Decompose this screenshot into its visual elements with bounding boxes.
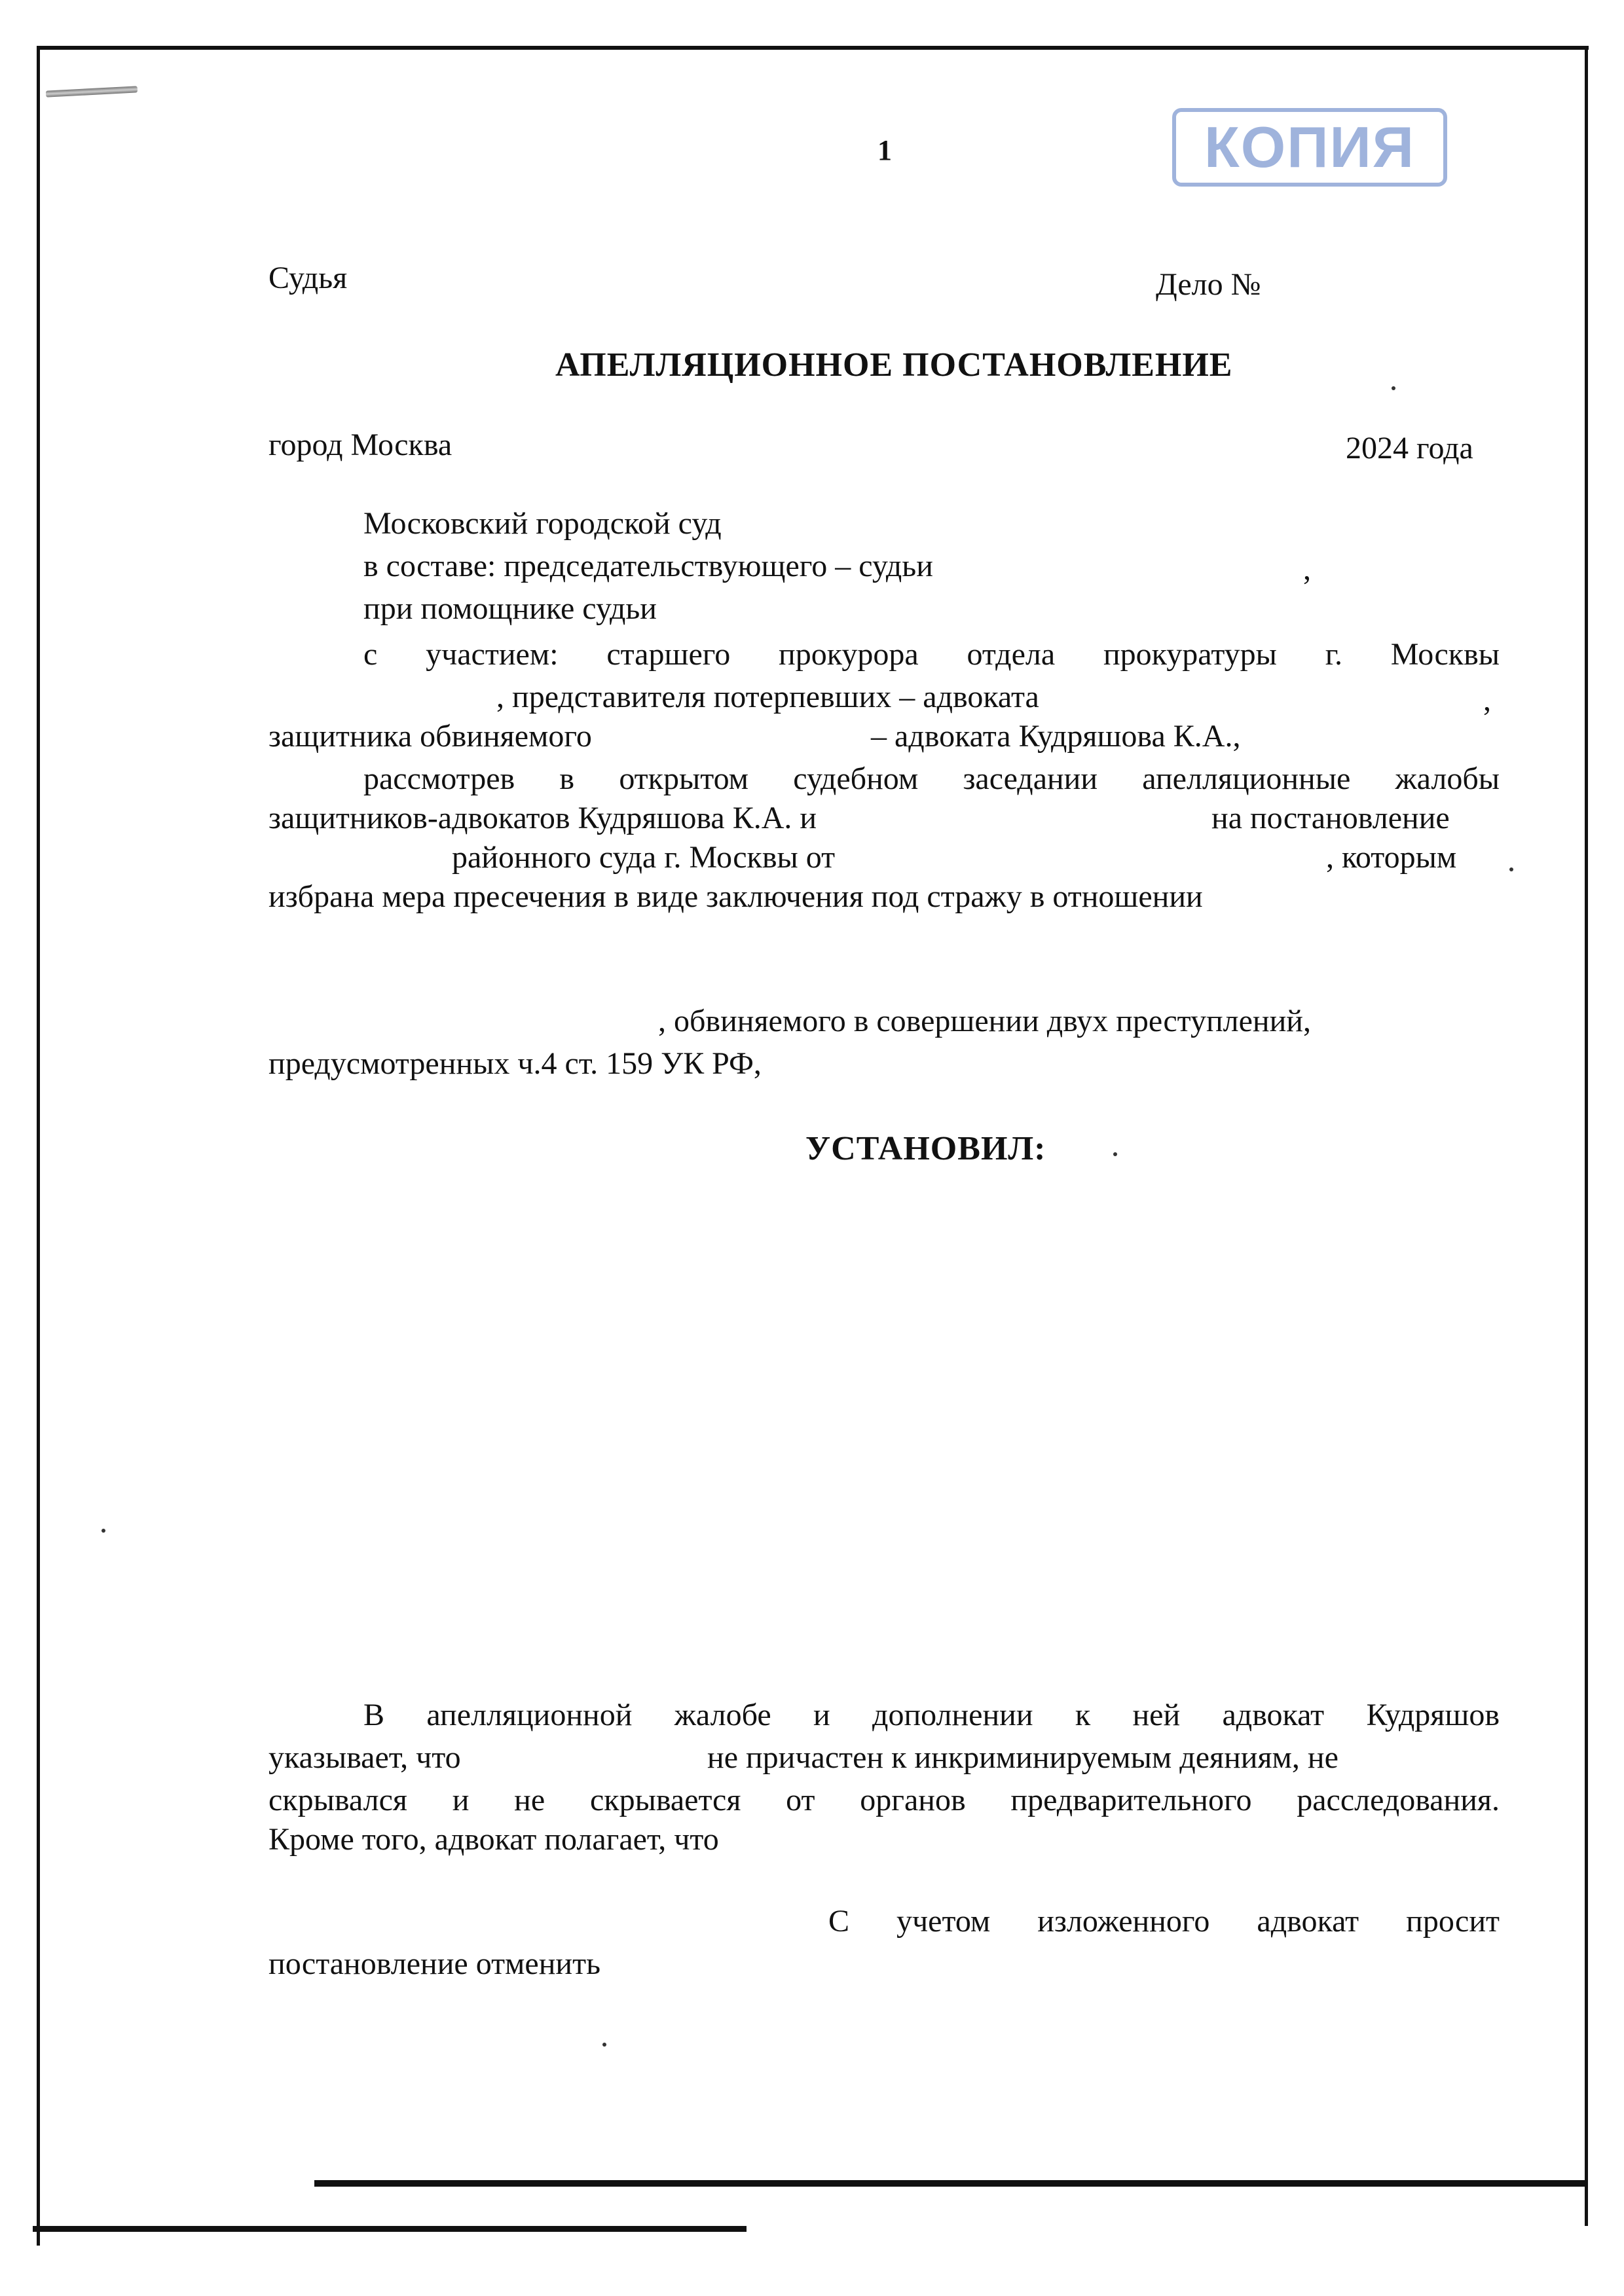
- appeal-paragraph-line: Кроме того, адвокат полагает, что: [268, 1822, 719, 1857]
- appeal-paragraph-line: В апелляционной жалобе и дополнении к ней адвокат Кудряшов: [363, 1698, 1500, 1732]
- scan-border-right: [1585, 46, 1588, 2226]
- defender-label: защитника обвиняемого: [268, 719, 592, 754]
- court-assistant: при помощнике судьи: [363, 591, 657, 626]
- copy-stamp: КОПИЯ: [1172, 108, 1447, 187]
- article-line: предусмотренных ч.4 ст. 159 УК РФ,: [268, 1046, 762, 1081]
- district-court-line: районного суда г. Москвы от: [452, 840, 836, 875]
- section-title: УСТАНОВИЛ:: [805, 1130, 1046, 1167]
- defenders-line: защитников-адвокатов Кудряшова К.А. и: [268, 801, 817, 835]
- appeal-paragraph-line: не причастен к инкриминируемым деяниям, не: [707, 1740, 1338, 1775]
- request-paragraph-line: постановление отменить: [268, 1946, 600, 1981]
- scan-border-top: [37, 46, 1589, 50]
- court-composition: в составе: председательствующего – судьи: [363, 549, 933, 583]
- accused-line: , обвиняемого в совершении двух преступлений,: [658, 1004, 1311, 1038]
- request-paragraph-line: С учетом изложенного адвокат просит: [828, 1904, 1500, 1939]
- appeal-paragraph-line: скрывался и не скрывается от органов предварительного расследования.: [268, 1783, 1500, 1817]
- scan-border-bottom-lower: [33, 2226, 747, 2232]
- staple-mark: [46, 86, 138, 97]
- measure-line: избрана мера пресечения в виде заключения под стражу в отношении: [268, 879, 1203, 914]
- scan-border-bottom: [314, 2180, 1588, 2187]
- page-number: 1: [877, 134, 892, 166]
- defender-name: – адвоката Кудряшова К.А.,: [871, 719, 1241, 754]
- ruling-label: на постановление: [1211, 801, 1450, 835]
- judge-label: Судья: [268, 261, 348, 295]
- considered-line: рассмотрев в открытом судебном заседании апелляционные жалобы: [363, 761, 1500, 796]
- which-label: , которым: [1326, 840, 1457, 875]
- scan-border-left: [37, 46, 40, 2246]
- case-number-label: Дело №: [1156, 267, 1261, 302]
- scan-speck: [1113, 1152, 1117, 1156]
- comma-mark: ,: [1303, 552, 1311, 587]
- scan-speck: [602, 2043, 606, 2047]
- comma-mark: ,: [1483, 683, 1491, 718]
- scan-speck: [101, 1529, 105, 1533]
- scan-speck: [1509, 867, 1513, 871]
- court-name: Московский городской суд: [363, 506, 722, 541]
- city: город Москва: [268, 428, 452, 462]
- scan-speck: [1392, 386, 1395, 390]
- representative-line: , представителя потерпевших – адвоката: [496, 680, 1039, 714]
- document-date: 2024 года: [1346, 431, 1473, 465]
- document-title: АПЕЛЛЯЦИОННОЕ ПОСТАНОВЛЕНИЕ: [555, 346, 1233, 384]
- appeal-paragraph-line: указывает, что: [268, 1740, 461, 1775]
- participants-line: с участием: старшего прокурора отдела прокуратуры г. Москвы: [363, 637, 1500, 672]
